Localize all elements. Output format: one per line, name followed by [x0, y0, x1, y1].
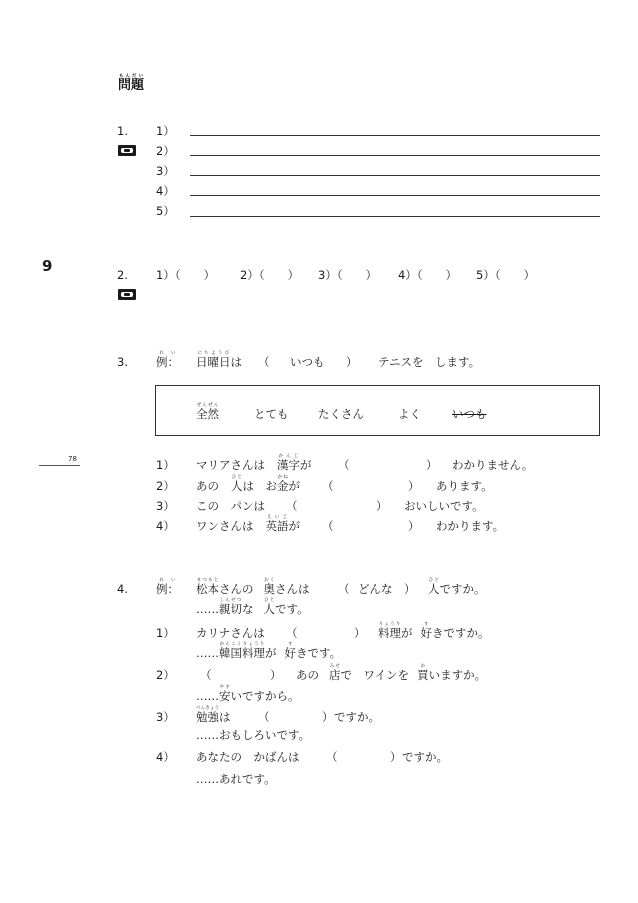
choice-itsumo-struck: いつも — [452, 407, 487, 421]
choice-totemo: とても — [254, 407, 289, 421]
q3-item-1-sentence: マリアさんは 漢字かんじが — [196, 454, 312, 472]
q4-example-label: 例：れい — [156, 578, 179, 596]
choice-zenzen: 全然ぜんぜん — [196, 403, 219, 421]
q3-item-2-close-paren: ） — [408, 479, 420, 493]
q3-item-1-open-paren: （ — [338, 458, 350, 472]
q4-item-1-answer: ……韓国料理かんこくりょうりが 好すきです。 — [196, 642, 342, 660]
q1-item-5-label: 5） — [156, 204, 175, 218]
q2-number: 2. — [117, 268, 128, 282]
q3-item-4-rest: わかります。 — [436, 519, 505, 533]
q3-number: 3. — [117, 355, 128, 369]
q2-answer-slot-4[interactable]: 4）（ ） — [398, 268, 458, 282]
q2-answer-slot-3[interactable]: 3）（ ） — [318, 268, 378, 282]
page-title: 問題もんだい — [118, 74, 145, 93]
q3-example-answer: いつも — [290, 355, 325, 369]
q1-item-2-label: 2） — [156, 144, 175, 158]
q3-example-rest: テニスを します。 — [378, 355, 481, 369]
q4-item-1-close-paren: ） — [354, 626, 366, 640]
q4-item-1-question-pre: カリナさんは — [196, 626, 265, 640]
q3-item-3-rest: おいしいです。 — [404, 499, 484, 513]
q3-item-4-close-paren: ） — [408, 519, 420, 533]
q3-item-1-close-paren: ） — [426, 458, 438, 472]
choice-yoku: よく — [398, 407, 421, 421]
q3-example-close-paren: ） — [346, 355, 358, 369]
q4-item-3-question-pre: 勉強べんきょうは — [196, 706, 231, 724]
q4-item-2-question-rest: あの 店みせで ワインを 買かいますか。 — [296, 664, 487, 682]
q4-example-close-paren: ） — [404, 582, 416, 596]
q3-item-1-number: 1） — [156, 458, 175, 472]
q3-item-3-number: 3） — [156, 499, 175, 513]
q2-answer-slot-1[interactable]: 1）（ ） — [156, 268, 216, 282]
q4-item-1-open-paren: （ — [286, 626, 298, 640]
q3-example-sentence: 日曜日にちようびは — [196, 351, 242, 369]
q4-example-reply: ……親切しんせつな 人ひとです。 — [196, 598, 309, 616]
q3-item-4-number: 4） — [156, 519, 175, 533]
q1-item-3-label: 3） — [156, 164, 175, 178]
q1-answer-line-4[interactable] — [190, 195, 600, 196]
q3-item-3-close-paren: ） — [376, 499, 388, 513]
q4-example-question: 松本まつもとさんの 奥おくさんは — [196, 578, 310, 596]
page-number-rule — [39, 465, 80, 466]
q4-item-3-question-end: ですか。 — [334, 710, 380, 724]
q4-item-4-open-paren: （ — [326, 750, 338, 764]
q4-item-4-question-pre: あなたの かばんは — [196, 750, 300, 764]
page-number: 78 — [68, 455, 77, 463]
q3-item-2-open-paren: （ — [322, 479, 334, 493]
q3-item-3-open-paren: （ — [286, 499, 298, 513]
q1-answer-line-1[interactable] — [190, 135, 600, 136]
q3-item-3-sentence: この パンは — [196, 499, 265, 513]
q2-answer-slot-2[interactable]: 2）（ ） — [240, 268, 300, 282]
q4-item-1-blank[interactable] — [298, 628, 348, 640]
q4-item-4-number: 4） — [156, 750, 175, 764]
q4-item-3-blank[interactable] — [270, 712, 320, 724]
chapter-number: 9 — [42, 257, 53, 275]
q3-item-1-rest: わかりません。 — [452, 458, 534, 472]
q4-item-2-close-paren: ） — [270, 668, 282, 682]
q4-item-3-close-paren: ） — [322, 710, 334, 724]
q4-item-1-number: 1） — [156, 626, 175, 640]
q3-item-2-number: 2） — [156, 479, 175, 493]
q4-item-3-number: 3） — [156, 710, 175, 724]
choice-takusan: たくさん — [318, 407, 364, 421]
q3-item-2-sentence: あの 人ひとは お金かねが — [196, 475, 300, 493]
q3-item-4-sentence: ワンさんは 英語えいごが — [196, 515, 300, 533]
q1-item-4-label: 4） — [156, 184, 175, 198]
q4-item-4-answer: ……あれです。 — [196, 772, 276, 786]
q1-answer-line-5[interactable] — [190, 216, 600, 217]
q4-item-2-blank[interactable] — [212, 670, 262, 682]
q3-example-label: 例：れい — [156, 351, 179, 369]
word-choice-box — [155, 385, 600, 436]
q3-item-2-blank[interactable] — [334, 481, 404, 493]
q1-answer-line-3[interactable] — [190, 175, 600, 176]
q1-answer-line-2[interactable] — [190, 155, 600, 156]
q4-item-2-open-paren: （ — [200, 668, 212, 682]
q3-item-3-blank[interactable] — [298, 501, 368, 513]
q3-item-4-blank[interactable] — [334, 521, 404, 533]
q4-item-4-blank[interactable] — [338, 752, 388, 764]
q4-number: 4. — [117, 582, 128, 596]
q3-item-2-rest: あります。 — [436, 479, 493, 493]
q4-item-2-number: 2） — [156, 668, 175, 682]
q4-example-open-paren: （ — [338, 582, 350, 596]
q4-item-4-close-paren: ） — [390, 750, 402, 764]
q3-item-1-blank[interactable] — [350, 460, 420, 472]
q4-example-end: 人ひとですか。 — [428, 578, 486, 596]
q4-item-3-answer: ……おもしろいです。 — [196, 728, 311, 742]
q4-item-1-question-rest: 料理りょうりが 好すきですか。 — [378, 622, 490, 640]
q4-item-2-answer: ……安やすいですから。 — [196, 685, 300, 703]
cassette-tape-icon — [118, 289, 136, 300]
q2-answer-slot-5[interactable]: 5）（ ） — [476, 268, 536, 282]
cassette-tape-icon — [118, 145, 136, 156]
q3-item-4-open-paren: （ — [322, 519, 334, 533]
q4-example-answer: どんな — [358, 582, 393, 596]
q4-item-3-open-paren: （ — [258, 710, 270, 724]
q1-item-1-label: 1） — [156, 124, 175, 138]
q1-number: 1. — [117, 124, 128, 138]
q4-item-4-question-end: ですか。 — [402, 750, 448, 764]
q3-example-open-paren: （ — [258, 355, 270, 369]
